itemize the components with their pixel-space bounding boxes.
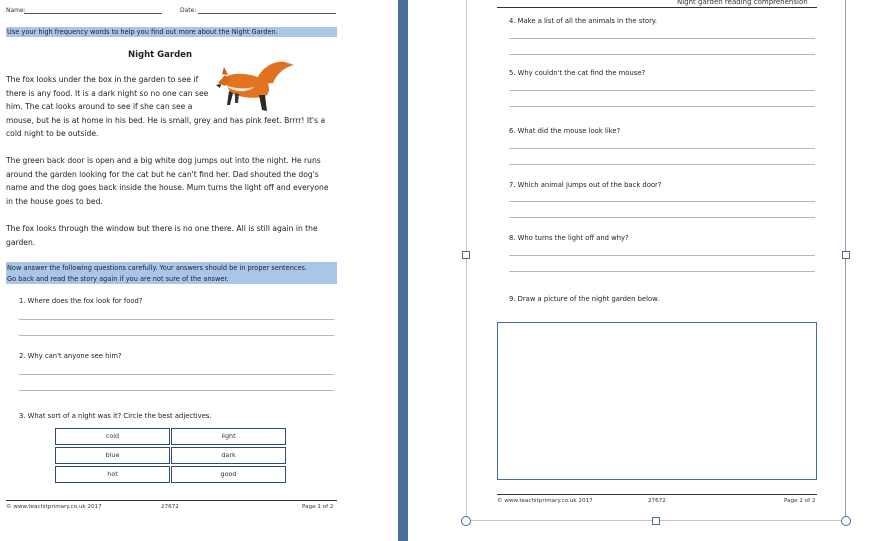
header-rule [497,7,817,8]
footer-code: 27672 [648,498,666,504]
instructions-band [6,262,337,284]
story-paragraph-3 [6,222,318,249]
name-label: Name: [6,7,26,14]
story-title: Night Garden [128,50,192,60]
question-1: 1. Where does the fox look for food? [19,297,143,305]
footer-rule [6,500,337,501]
text-line: in the house goes to bed. [6,196,103,206]
adjective-hot[interactable]: hot [55,466,170,483]
answer-line[interactable] [509,271,815,272]
footer-page-number: Page 1 of 2 [302,504,334,510]
text-line: mouse, but he is at home in his bed. He is small, grey and has pink feet. Brrrr! It's a [6,115,326,125]
text-line: Go back and read the story again if you are not sure of the answer. [7,274,229,283]
date-line [198,13,336,14]
answer-line[interactable] [509,164,815,165]
text-line: around the garden looking for the cat but he can't find her. Dad shouted the dog's [6,169,319,179]
adjective-cold[interactable]: cold [55,428,170,445]
adjective-blue[interactable]: blue [55,447,170,464]
text-line: him. The cat looks around to see if she can see a [6,102,193,111]
question-9: 9. Draw a picture of the night garden below. [509,295,660,303]
page-header-title: Night garden reading comprehension [677,0,808,6]
story-paragraph-2 [6,154,329,208]
workspace-background [847,0,876,541]
answer-line[interactable] [19,374,334,375]
answer-line[interactable] [509,38,815,39]
date-label: Date: [180,7,197,14]
footer-rule [497,494,817,495]
text-line: cold night to be outside. [6,129,99,138]
document-page-1[interactable] [0,0,398,541]
resize-handle-left[interactable] [462,251,470,259]
resize-handle-bottom-right[interactable] [841,516,851,526]
answer-line[interactable] [509,201,815,202]
question-6: 6. What did the mouse look like? [509,127,621,135]
footer-page-number: Page 2 of 2 [784,498,816,504]
adjective-good[interactable]: good [171,466,286,483]
adjective-light[interactable]: light [171,428,286,445]
question-5: 5. Why couldn't the cat find the mouse? [509,69,646,77]
answer-line[interactable] [19,390,334,391]
resize-handle-right[interactable] [842,251,850,259]
intro-band: Use your high frequency words to help you find out more about the Night Garden. [6,27,337,37]
answer-line[interactable] [509,106,815,107]
answer-line[interactable] [509,90,815,91]
text-line: name and the dog goes back inside the house. Mum turns the light off and everyone [6,183,329,192]
question-4: 4. Make a list of all the animals in the story. [509,17,658,25]
drawing-box[interactable] [497,322,817,480]
text-line: The green back door is open and a big white dog jumps out into the night. He runs [6,156,321,165]
page-gutter [398,0,408,541]
text-line: The fox looks under the box in the garden to see if [6,75,199,84]
answer-line[interactable] [509,255,815,256]
question-7: 7. Which animal jumps out of the back door? [509,181,662,189]
question-3: 3. What sort of a night was it? Circle the best adjectives. [19,412,212,420]
workspace-background [408,0,466,541]
answer-line[interactable] [19,319,334,320]
footer-site: © www.teachitprimary.co.uk 2017 [497,498,593,504]
text-line: The fox looks through the window but there is no one there. All is still again in the [6,224,318,233]
adjective-dark[interactable]: dark [171,447,286,464]
footer-code: 27672 [161,504,179,510]
answer-line[interactable] [19,335,334,336]
text-line: there is any food. It is a dark night so no one can see [6,88,209,98]
text-line: Now answer the following questions carefully. Your answers should be in proper sentences. [7,264,308,272]
question-2: 2. Why can't anyone see him? [19,352,122,360]
story-paragraph-1 [6,73,325,141]
text-line: garden. [6,237,36,247]
question-8: 8. Who turns the light off and why? [509,234,629,242]
answer-line[interactable] [509,148,815,149]
resize-handle-bottom[interactable] [652,517,660,525]
answer-line[interactable] [509,217,815,218]
footer-site: © www.teachitprimary.co.uk 2017 [6,504,102,510]
answer-line[interactable] [509,54,815,55]
name-line [24,13,162,14]
resize-handle-bottom-left[interactable] [461,516,471,526]
document-page-2[interactable] [466,0,846,521]
